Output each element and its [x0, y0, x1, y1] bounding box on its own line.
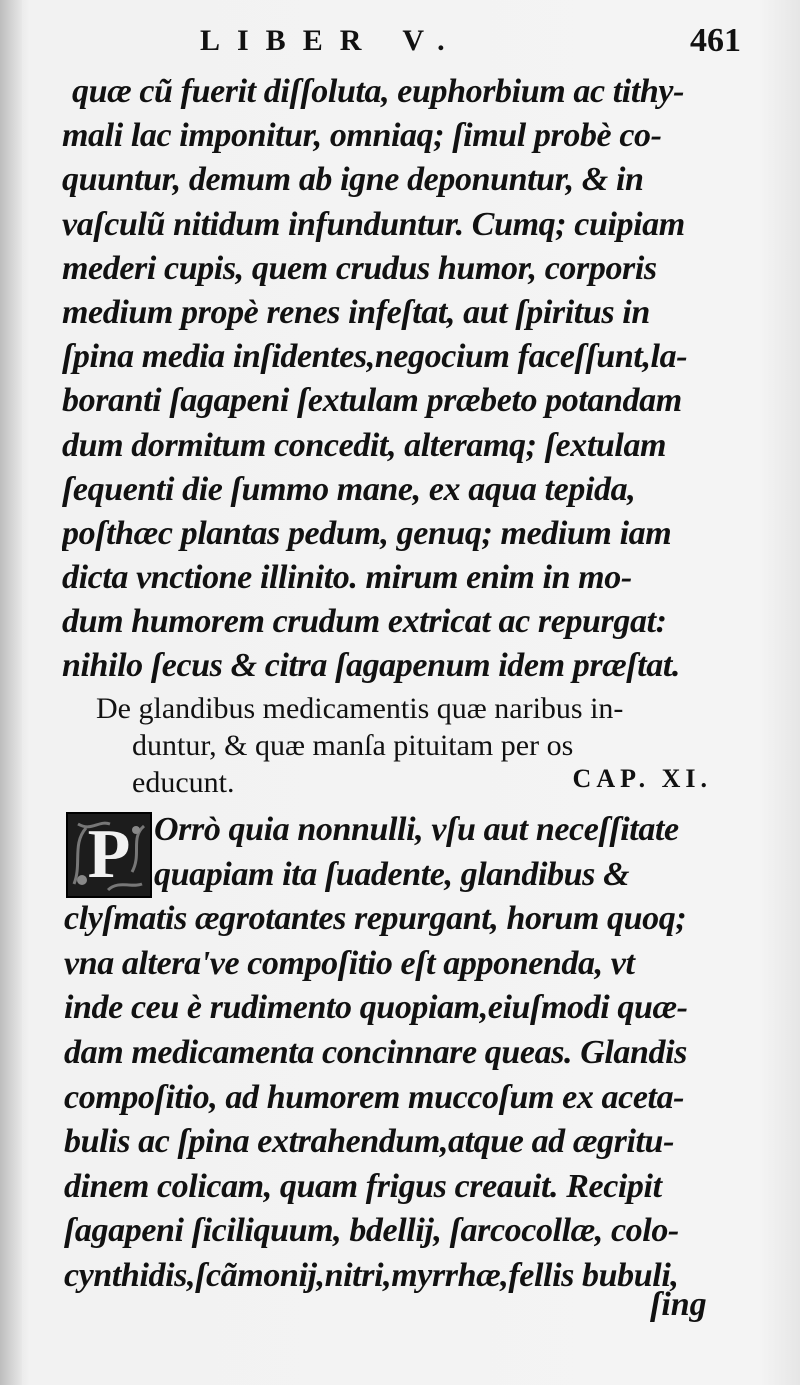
chapter-heading-line: educunt. — [132, 766, 235, 799]
text-line: quuntur, demum ab igne deponuntur, & in — [62, 161, 644, 199]
text-line: dum dormitum concedit, alteramq; ſextulam — [62, 426, 667, 464]
body-text — [62, 70, 722, 689]
chapter-text — [64, 808, 724, 1299]
running-head: LIBER V. — [200, 24, 462, 57]
text-line: vna altera've compoſitio eſt apponenda, vt — [64, 944, 635, 982]
chapter-heading-line: De glandibus medicamentis quæ naribus in- — [96, 692, 624, 725]
text-line: ſequenti die ſummo mane, ex aqua tepida, — [62, 470, 636, 508]
text-line: ſagapeni ſiciliquum, bdellij, ſarcocollæ, colo- — [64, 1212, 679, 1250]
text-line: medium propè renes infeſtat, aut ſpiritus in — [62, 293, 650, 331]
text-line: dam medicamenta concinnare queas. Glandis — [64, 1033, 688, 1071]
text-line: nihilo ſecus & citra ſagapenum idem præſtat. — [62, 647, 681, 685]
text-line: dinem colicam, quam frigus creauit. Recipit — [64, 1167, 662, 1205]
catchword: ſing — [650, 1286, 707, 1323]
text-line: ſpina media inſidentes,negocium faceſſunt,la- — [62, 338, 688, 376]
text-line: inde ceu è rudimento quopiam,eiuſmodi quæ- — [64, 989, 688, 1027]
page-header — [0, 18, 800, 66]
text-line: quapiam ita ſuadente, glandibus & — [154, 855, 630, 893]
text-line: cynthidis,ſcãmonij,nitri,myrrhæ,fellis bubuli, — [64, 1256, 679, 1294]
text-line: quæ cũ fuerit diſſoluta, euphorbium ac tithy- — [72, 73, 684, 110]
chapter-heading-last-line — [132, 764, 712, 801]
chapter-number: CAP. XI. — [572, 764, 712, 793]
text-line: compoſitio, ad humorem muccoſum ex aceta- — [64, 1078, 685, 1116]
text-line: dicta vnctione illinito. mirum enim in mo- — [62, 559, 632, 597]
text-line: mali lac imponitur, omniaq; ſimul probè co- — [62, 117, 662, 155]
text-line: mederi cupis, quem crudus humor, corporis — [62, 249, 657, 287]
text-line: boranti ſagapeni ſextulam præbeto potandam — [62, 382, 682, 420]
text-line: bulis ac ſpina extrahendum,atque ad ægritu- — [64, 1123, 674, 1161]
text-line: clyſmatis ægrotantes repurgant, horum quoq; — [64, 900, 687, 938]
text-line: poſthæc plantas pedum, genuq; medium iam — [62, 514, 672, 552]
chapter-heading-line: duntur, & quæ manſa pituitam per os — [132, 729, 574, 762]
chapter-heading — [96, 690, 716, 801]
text-line: Orrò quia nonnulli, vſu aut neceſſitate — [154, 811, 679, 848]
page-number: 461 — [690, 22, 741, 59]
drop-cap-letter: P — [87, 816, 131, 893]
text-line: dum humorem crudum extricat ac repurgat: — [62, 603, 667, 641]
text-line: vaſculũ nitidum infunduntur. Cumq; cuipiam — [62, 205, 685, 243]
page-gutter-shadow — [0, 0, 22, 1385]
